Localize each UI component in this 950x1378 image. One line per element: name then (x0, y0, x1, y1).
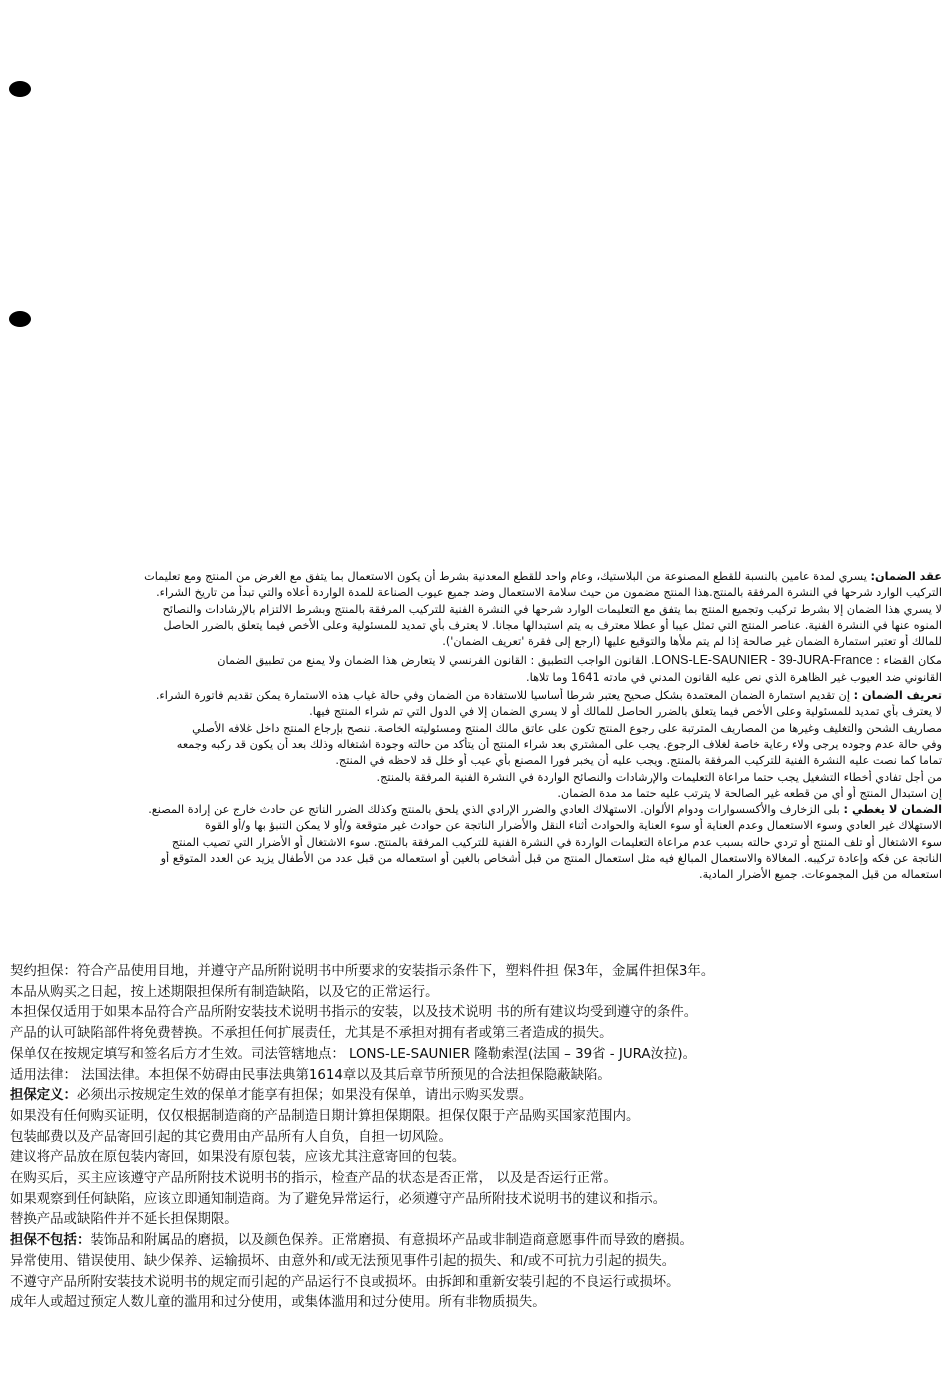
zh-text: 必须出示按规定生效的保单才能享有担保；如果没有保单，请出示购买发票。 (76, 1088, 533, 1104)
ar-line: استعماله من قبل المجموعات. جميع الأضرار المادية. (699, 868, 942, 882)
zh-line: 本品从购买之日起，按上述期限担保所有制造缺陷，以及它的正常运行。 (10, 984, 439, 1000)
ar-line: من أجل تفادي أخطاء التشغيل يجب حتما مراعاة التعليمات والإرشادات والنصائح الواردة في النشرة الفنية المرفقة بالمنتج. (376, 770, 942, 784)
ar-venue-label: مكان القضاء : (876, 654, 942, 668)
ar-line: تماما كما نصت عليه النشرة الفنية للتركيب المرفقة بالمنتج. ويجب عليه أن يخبر فورا المصنع بأي عيب أو خلل قد لاحظه في المنتج. (335, 754, 942, 768)
ar-heading-warranty: عقد الضمان: (870, 570, 942, 583)
zh-line: 保单仅在按规定填写和签名后方才生效。司法管辖地点： LONS-LE-SAUNIER 隆勒索涅(法国 – 39省 - JURA汝拉)。 (10, 1046, 696, 1062)
ar-text: بلى الزخارف والأكسسوارات ودوام الألوان. الاستهلاك العادي والضرر الإرادي الذي يلحق بالمنتج وكذلك الضرر الناتج عن حادث خارج عن إرادة المصنع. (148, 803, 840, 817)
arabic-warranty-text (8, 569, 942, 884)
ar-line: لا يعترف بأي تمديد للمسئولية وعلى الأخص فيما يتعلق بالضرر الحاصل للمالك أو لا يسري الضمان إلا في الدول التي تم شراء المنتج فيها. (309, 705, 942, 719)
zh-heading-definition: 担保定义： (10, 1088, 77, 1104)
punch-hole-middle (9, 311, 31, 327)
zh-text: 符合产品使用目地，并遵守产品所附说明书中所要求的安装指示条件下，塑料件担 保3年，金属件担保3年。 (76, 964, 715, 979)
ar-line: للمالك أو تعتبر استمارة الضمان غير صالحة إذا لم يتم ملأها والتوقيع عليها (ارجع إلى فقرة 'تعريف الضمان'). (442, 635, 942, 649)
ar-venue-value: LONS-LE-SAUNIER - 39-JURA-France (654, 653, 873, 668)
zh-line: 替换产品或缺陷件并不延长担保期限。 (10, 1212, 238, 1228)
zh-line: 如果观察到任何缺陷，应该立即通知制造商。为了避免异常运行，必须遵守产品所附技术说明书的建议和指示。 (10, 1191, 667, 1207)
ar-line: الاستهلاك غير العادي وسوء الاستعمال وعدم العناية أو سوء العناية والحوادث أثناء النقل والأضرار الناتجة عن حوادث غير متوقعة و/أو لا يمكن التنبؤ بها و/أو القوة (205, 819, 942, 833)
zh-line: 在购买后，买主应该遵守产品所附技术说明书的指示，检查产品的状态是否正常， 以及是否运行正常。 (10, 1171, 617, 1187)
ar-line: المنوه عنها في النشرة الفنية. عناصر المنتج التي تمثل عيبا أو عطلا معترف به يتم استبدالها مجانا. لا يعترف بأي تمديد للمسئولية وعلى الأخص فيما يتعلق بالضرر الحاصل (163, 618, 942, 632)
zh-line: 成年人或超过预定人数儿童的滥用和过分使用，或集体滥用和过分使用。所有非物质损失。 (10, 1295, 546, 1311)
punch-hole-top (9, 81, 31, 97)
ar-line: سوء الاشتغال أو تلف المنتج أو تردي حالته بسبب عدم مراعاة التعليمات الواردة في النشرة الفنية للتركيب المرفقة بالمنتج. سوء الاشتغال أو الأضرار التي تصيب المنتج (171, 835, 942, 849)
ar-line: الناتجة عن فكه وإعادة تركيبه. المغالاة والاستعمال المبالغ فيه مثل استعمال المنتج من قبل أشخاص بالغين أو استعماله من قبل عدد من الأطفال يزيد عن العدد المتوقع أو (160, 852, 942, 866)
zh-line: 适用法律： 法国法律。本担保不妨碍由民事法典第1614章以及其后章节所预见的合法担保隐蔽缺陷。 (10, 1067, 611, 1083)
zh-line: 包装邮费以及产品寄回引起的其它费用由产品所有人自负，自担一切风险。 (10, 1129, 452, 1145)
zh-line: 本担保仅适用于如果本品符合产品所附安装技术说明书指示的安装，以及技术说明 书的所有建议均受到遵守的条件。 (10, 1005, 698, 1021)
zh-line (10, 1231, 940, 1252)
zh-line: 异常使用、错误使用、缺少保养、运输损坏、由意外和/或无法预见事件引起的损失、和/或不可抗力引起的损失。 (10, 1253, 676, 1269)
ar-line: إن استبدال المنتج أو أي من قطعه غير الصالحة لا يترتب عليه حتما مد مدة الضمان. (557, 786, 942, 800)
zh-line: 产品的认可缺陷部件将免费替换。不承担任何扩展责任，尤其是不承担对拥有者或第三者造成的损失。 (10, 1026, 613, 1042)
ar-line: وفي حالة عدم وجوده يرجى ولاء رعاية خاصة لغلاف الرجوع. يجب على المشتري بعد شراء المنتج أن يتأكد من حالته وجودة اشتغاله وذلك بعد أن يكون قد ركبه وجمعه (176, 737, 942, 751)
zh-line (10, 962, 940, 983)
zh-heading-warranty: 契约担保： (10, 964, 77, 979)
ar-line: لا يسري هذا الضمان إلا بشرط تركيب وتجميع المنتج بما يتفق مع التعليمات الوارد شرحها في النشرة الفنية للتركيب المرفقة بالمنتج وبشرط الالتزام بالإرشادات والنصائح (162, 602, 942, 616)
ar-line (8, 569, 942, 585)
chinese-warranty-text (10, 962, 940, 1314)
zh-line: 如果没有任何购买证明，仅仅根据制造商的产品制造日期计算担保期限。担保仅限于产品购买国家范围内。 (10, 1108, 640, 1124)
zh-text: 装饰品和附属品的磨损，以及颜色保养。正常磨损、有意损坏产品或非制造商意愿事件而导致的磨损。 (90, 1233, 693, 1249)
ar-line (8, 802, 942, 818)
ar-law-text: القانون الواجب التطبيق : القانون الفرنسي لا يتعارض هذا الضمان ولا يمنع من تطبيق الضمان (217, 654, 648, 668)
zh-line: 不遵守产品所附安装技术说明书的规定而引起的产品运行不良或损坏。由拆卸和重新安装引起的不良运行或损坏。 (10, 1274, 680, 1290)
zh-heading-exclusions: 担保不包括： (10, 1233, 91, 1249)
ar-text: يسري لمدة عامين بالنسبة للقطع المصنوعة من البلاستيك، وعام واحد للقطع المعدنية بشرط أن يكون الاستعمال بما يتفق مع الغرض من المنتج ومع تعليمات (144, 570, 867, 583)
zh-line: 建议将产品放在原包装内寄回，如果没有原包装，应该尤其注意寄回的包装。 (10, 1150, 466, 1166)
ar-text: إن تقديم استمارة الضمان المعتمدة بشكل صحيح يعتبر شرطا أساسيا للاستفادة من الضمان وفي حالة غياب هذه الاستمارة يمكن تقديم فاتورة الشراء. (155, 689, 850, 703)
zh-line (10, 1086, 940, 1107)
ar-line: مكان القضاء : LONS-LE-SAUNIER - 39-JURA-France. القانون الواجب التطبيق : القانون الفرنسي لا يتعارض هذا الضمان ولا يمنع من تطبيق الضمان (217, 653, 942, 668)
ar-heading-definition: تعريف الضمان : (853, 689, 942, 703)
ar-line: مصاريف الشحن والتغليف وغيرها من المصاريف المترتبة على رجوع المنتج تكون على عاتق مالك المنتج ومسئوليته الخاصة. ننصح بإرجاع المنتج داخل غلافه الأصلي (192, 721, 942, 735)
ar-line: التركيب الوارد شرحها في النشرة المرفقة بالمنتج.هذا المنتج مضمون من حيث سلامة الاستعمال وضد جميع عيوب الصناعة للمدة الواردة أعلاه والتي تبدأ من تاريخ الشراء. (156, 586, 942, 600)
ar-line: القانوني ضد العيوب غير الظاهرة الذي نص عليه القانون المدني في مادته 1641 وما تلاها. (526, 670, 942, 684)
ar-heading-exclusions: الضمان لا يغطي : (843, 803, 942, 817)
ar-line (8, 688, 942, 704)
